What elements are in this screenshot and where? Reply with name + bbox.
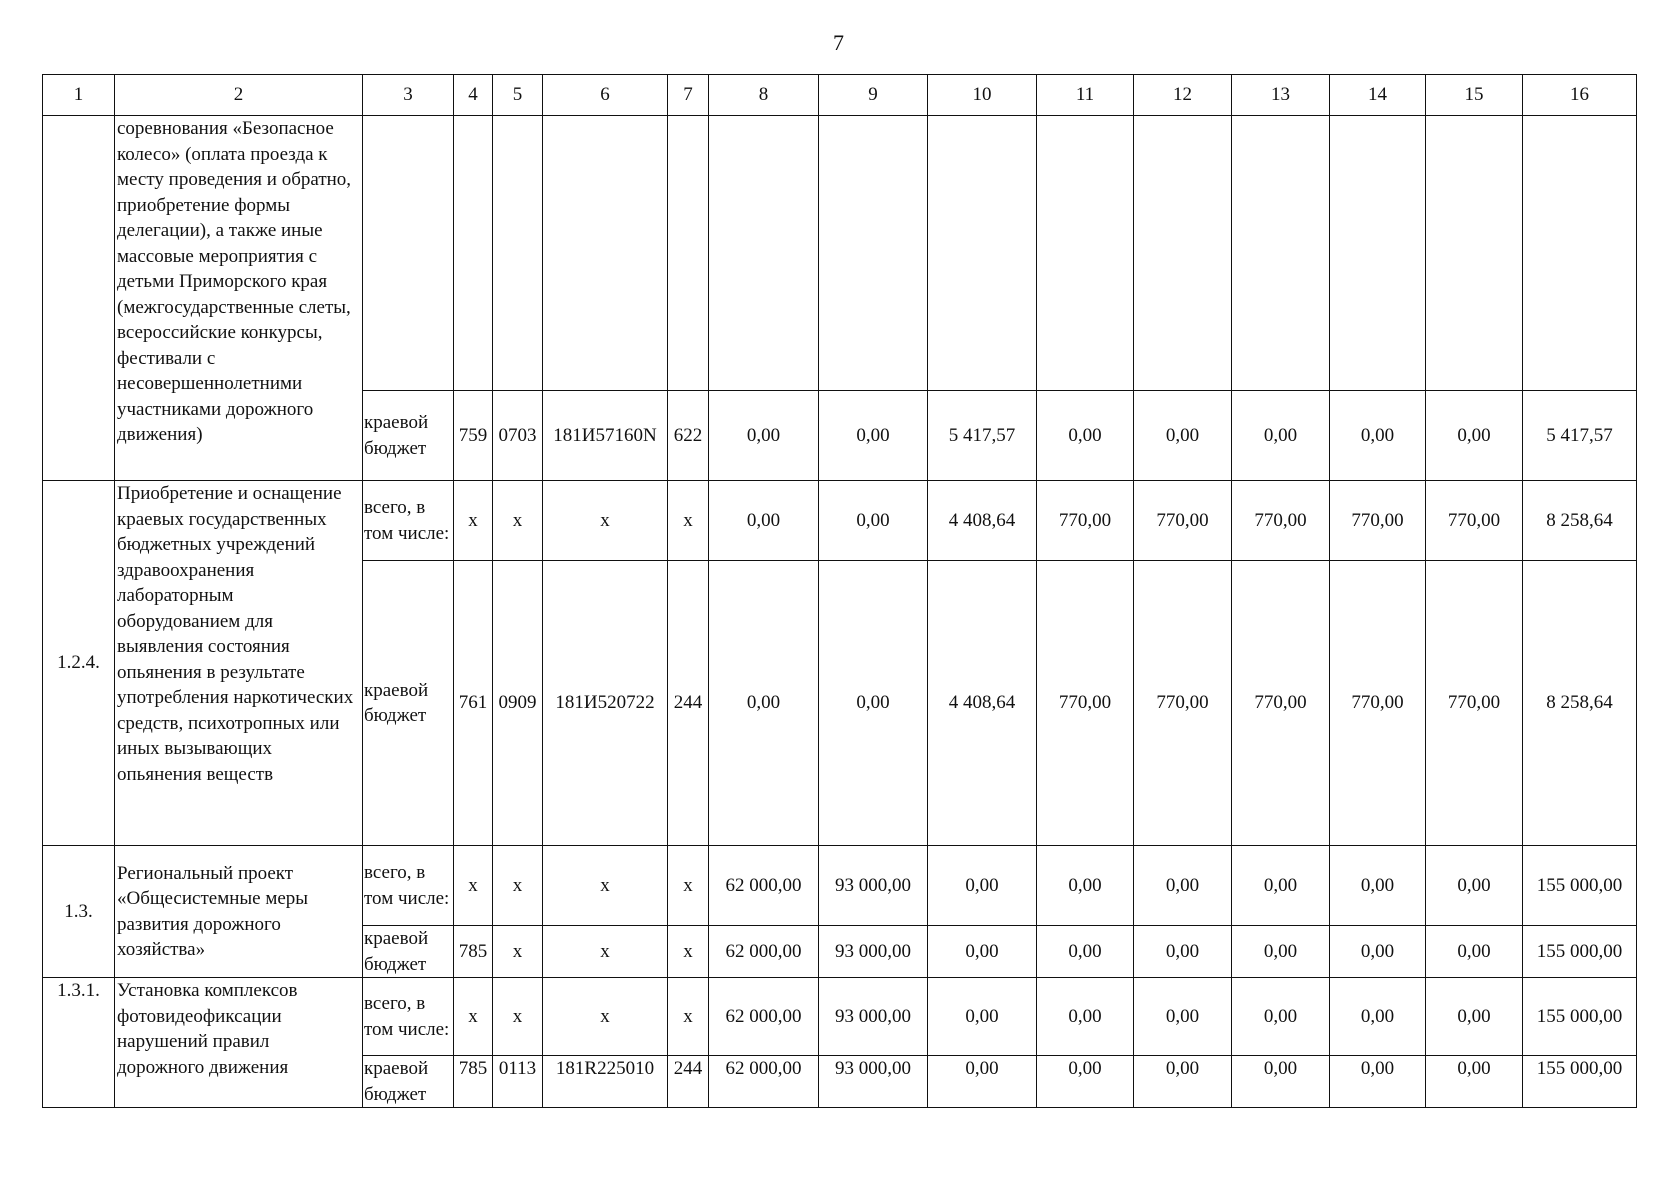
amount-cell: 0,00 xyxy=(928,978,1037,1056)
amount-cell: 62 000,00 xyxy=(709,978,819,1056)
amount-cell: 0,00 xyxy=(1232,391,1330,481)
amount-cell: 0,00 xyxy=(1426,978,1523,1056)
amount-cell: 0,00 xyxy=(1134,926,1232,978)
code-cell: х xyxy=(668,481,709,561)
amount-cell: 770,00 xyxy=(1232,481,1330,561)
funding-source: краевой бюджет xyxy=(363,391,454,481)
amount-cell: 0,00 xyxy=(1330,926,1426,978)
empty-cell xyxy=(454,116,493,391)
amount-cell: 155 000,00 xyxy=(1523,926,1637,978)
code-cell: 785 xyxy=(454,926,493,978)
amount-cell: 0,00 xyxy=(1330,978,1426,1056)
amount-cell: 0,00 xyxy=(1134,1056,1232,1108)
amount-cell: 770,00 xyxy=(1037,561,1134,846)
funding-source: краевой бюджет xyxy=(363,561,454,846)
empty-cell xyxy=(543,116,668,391)
amount-cell: 93 000,00 xyxy=(819,846,928,926)
amount-cell: 0,00 xyxy=(1232,1056,1330,1108)
header-cell: 2 xyxy=(115,75,363,116)
empty-cell xyxy=(1037,116,1134,391)
amount-cell: 0,00 xyxy=(1426,926,1523,978)
header-cell: 10 xyxy=(928,75,1037,116)
amount-cell: 0,00 xyxy=(1134,978,1232,1056)
header-cell: 13 xyxy=(1232,75,1330,116)
header-cell: 12 xyxy=(1134,75,1232,116)
code-cell: 622 xyxy=(668,391,709,481)
code-cell: 244 xyxy=(668,561,709,846)
amount-cell: 0,00 xyxy=(1037,978,1134,1056)
empty-cell xyxy=(1426,116,1523,391)
amount-cell: 770,00 xyxy=(1134,481,1232,561)
amount-cell: 0,00 xyxy=(819,561,928,846)
measure-name: Установка комплексов фотовидеофиксации нарушений правил дорожного движения xyxy=(115,978,363,1108)
code-cell: х xyxy=(493,846,543,926)
amount-cell: 770,00 xyxy=(1330,561,1426,846)
header-cell: 9 xyxy=(819,75,928,116)
amount-cell: 0,00 xyxy=(1134,391,1232,481)
row-number: 1.3. xyxy=(43,846,115,978)
amount-cell: 0,00 xyxy=(709,481,819,561)
amount-cell: 62 000,00 xyxy=(709,926,819,978)
measure-name: Региональный проект «Общесистемные меры развития дорожного хозяйства» xyxy=(115,846,363,978)
amount-cell: 0,00 xyxy=(819,481,928,561)
header-cell: 15 xyxy=(1426,75,1523,116)
code-cell: 0909 xyxy=(493,561,543,846)
amount-cell: 0,00 xyxy=(1134,846,1232,926)
code-cell: 181И520722 xyxy=(543,561,668,846)
measure-name: соревнования «Безопасное колесо» (оплата проезда к месту проведения и обратно, приобретение формы делегации), а также иные массовые мероприятия с детьми Приморского края (межгосударственные слеты, всероссийские конкурсы, фестивали с несовершеннолетними участниками дорожного движения) xyxy=(115,116,363,481)
amount-cell: 0,00 xyxy=(1232,978,1330,1056)
amount-cell: 155 000,00 xyxy=(1523,846,1637,926)
header-cell: 8 xyxy=(709,75,819,116)
amount-cell: 0,00 xyxy=(1037,391,1134,481)
amount-cell: 0,00 xyxy=(709,561,819,846)
code-cell: 244 xyxy=(668,1056,709,1108)
row-number: 1.3.1. xyxy=(43,978,115,1108)
amount-cell: 0,00 xyxy=(1037,1056,1134,1108)
code-cell: х xyxy=(668,926,709,978)
header-cell: 4 xyxy=(454,75,493,116)
amount-cell: 0,00 xyxy=(928,926,1037,978)
row-number-cell xyxy=(43,116,115,481)
amount-cell: 62 000,00 xyxy=(709,846,819,926)
amount-cell: 4 408,64 xyxy=(928,481,1037,561)
amount-cell: 155 000,00 xyxy=(1523,978,1637,1056)
table-row xyxy=(43,116,1637,391)
amount-cell: 0,00 xyxy=(928,846,1037,926)
empty-cell xyxy=(1523,116,1637,391)
row-number: 1.2.4. xyxy=(43,481,115,846)
header-row xyxy=(43,75,1637,116)
code-cell: х xyxy=(454,978,493,1056)
code-cell: х xyxy=(493,926,543,978)
measure-name: Приобретение и оснащение краевых государственных бюджетных учреждений здравоохранения лабораторным оборудованием для выявления состояния опьянения в результате употребления наркотических средств, психотропных или иных вызывающих опьянения веществ xyxy=(115,481,363,846)
amount-cell: 0,00 xyxy=(1330,1056,1426,1108)
amount-cell: 0,00 xyxy=(1426,1056,1523,1108)
code-cell: х xyxy=(454,846,493,926)
header-cell: 1 xyxy=(43,75,115,116)
empty-cell xyxy=(1134,116,1232,391)
amount-cell: 770,00 xyxy=(1330,481,1426,561)
amount-cell: 93 000,00 xyxy=(819,1056,928,1108)
amount-cell: 5 417,57 xyxy=(928,391,1037,481)
header-cell: 14 xyxy=(1330,75,1426,116)
amount-cell: 4 408,64 xyxy=(928,561,1037,846)
funding-source: краевой бюджет xyxy=(363,1056,454,1108)
amount-cell: 770,00 xyxy=(1426,481,1523,561)
funding-source: всего, в том числе: xyxy=(363,846,454,926)
amount-cell: 0,00 xyxy=(709,391,819,481)
amount-cell: 93 000,00 xyxy=(819,978,928,1056)
code-cell: 785 xyxy=(454,1056,493,1108)
amount-cell: 0,00 xyxy=(1037,846,1134,926)
code-cell: 181R225010 xyxy=(543,1056,668,1108)
empty-cell xyxy=(363,116,454,391)
empty-cell xyxy=(819,116,928,391)
page-number: 7 xyxy=(833,30,844,55)
code-cell: х xyxy=(454,481,493,561)
table-row xyxy=(43,846,1637,926)
amount-cell: 62 000,00 xyxy=(709,1056,819,1108)
amount-cell: 0,00 xyxy=(819,391,928,481)
code-cell: х xyxy=(543,978,668,1056)
code-cell: 0113 xyxy=(493,1056,543,1108)
funding-source: всего, в том числе: xyxy=(363,481,454,561)
empty-cell xyxy=(493,116,543,391)
code-cell: 181И57160N xyxy=(543,391,668,481)
header-cell: 6 xyxy=(543,75,668,116)
amount-cell: 5 417,57 xyxy=(1523,391,1637,481)
amount-cell: 0,00 xyxy=(1426,391,1523,481)
empty-cell xyxy=(1330,116,1426,391)
amount-cell: 93 000,00 xyxy=(819,926,928,978)
table-row xyxy=(43,481,1637,561)
amount-cell: 770,00 xyxy=(1134,561,1232,846)
code-cell: х xyxy=(668,846,709,926)
amount-cell: 770,00 xyxy=(1037,481,1134,561)
code-cell: х xyxy=(543,846,668,926)
amount-cell: 0,00 xyxy=(928,1056,1037,1108)
table-row xyxy=(43,978,1637,1056)
amount-cell: 8 258,64 xyxy=(1523,561,1637,846)
code-cell: х xyxy=(543,926,668,978)
amount-cell: 0,00 xyxy=(1330,846,1426,926)
code-cell: х xyxy=(493,481,543,561)
amount-cell: 0,00 xyxy=(1426,846,1523,926)
amount-cell: 770,00 xyxy=(1232,561,1330,846)
code-cell: х xyxy=(668,978,709,1056)
amount-cell: 0,00 xyxy=(1232,846,1330,926)
empty-cell xyxy=(668,116,709,391)
budget-table xyxy=(42,74,1637,1108)
amount-cell: 0,00 xyxy=(1330,391,1426,481)
amount-cell: 155 000,00 xyxy=(1523,1056,1637,1108)
amount-cell: 8 258,64 xyxy=(1523,481,1637,561)
amount-cell: 0,00 xyxy=(1232,926,1330,978)
empty-cell xyxy=(1232,116,1330,391)
amount-cell: 0,00 xyxy=(1037,926,1134,978)
code-cell: 0703 xyxy=(493,391,543,481)
header-cell: 16 xyxy=(1523,75,1637,116)
empty-cell xyxy=(928,116,1037,391)
code-cell: 761 xyxy=(454,561,493,846)
header-cell: 5 xyxy=(493,75,543,116)
header-cell: 7 xyxy=(668,75,709,116)
header-cell: 3 xyxy=(363,75,454,116)
empty-cell xyxy=(709,116,819,391)
funding-source: всего, в том числе: xyxy=(363,978,454,1056)
funding-source: краевой бюджет xyxy=(363,926,454,978)
code-cell: х xyxy=(543,481,668,561)
code-cell: 759 xyxy=(454,391,493,481)
code-cell: х xyxy=(493,978,543,1056)
amount-cell: 770,00 xyxy=(1426,561,1523,846)
header-cell: 11 xyxy=(1037,75,1134,116)
